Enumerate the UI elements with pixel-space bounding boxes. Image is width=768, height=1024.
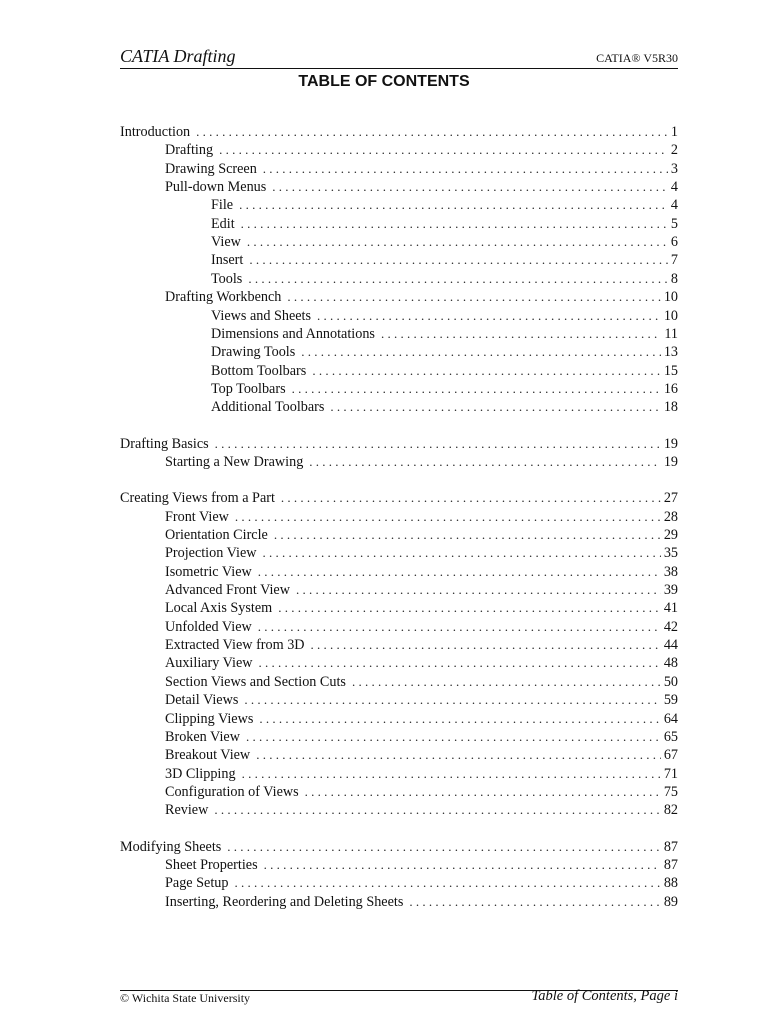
toc-entry-title: Drawing Tools [211, 344, 296, 361]
toc-entry-page: 18 [663, 399, 678, 416]
toc-entry-page: 48 [663, 655, 678, 672]
toc-entry[interactable] [120, 343, 678, 361]
toc-entry-title: Breakout View [165, 747, 251, 764]
toc-entry-page: 39 [663, 582, 678, 599]
toc-entry[interactable] [120, 765, 678, 783]
toc-entry[interactable] [120, 654, 678, 672]
toc-entry[interactable] [120, 636, 678, 654]
toc-entry[interactable] [120, 581, 678, 599]
toc-entry[interactable] [120, 196, 678, 214]
toc-entry[interactable] [120, 801, 678, 819]
toc-entry-title: Projection View [165, 545, 257, 562]
toc-dot-leader [305, 783, 661, 801]
toc-dot-leader [352, 673, 661, 691]
toc-entry-page: 59 [663, 692, 678, 709]
toc-entry-page: 6 [670, 234, 678, 251]
toc-entry[interactable] [120, 710, 678, 728]
toc-dot-leader [381, 325, 661, 343]
toc-entry[interactable] [120, 178, 678, 196]
toc-entry[interactable] [120, 325, 678, 343]
toc-entry-page: 10 [663, 289, 678, 306]
toc-entry-page: 35 [663, 545, 678, 562]
toc-entry-title: Inserting, Reordering and Deleting Sheets [165, 893, 404, 910]
toc-entry[interactable] [120, 508, 678, 526]
toc-entry[interactable] [120, 728, 678, 746]
toc-entry[interactable] [120, 141, 678, 159]
toc-entry-page: 15 [663, 362, 678, 379]
toc-entry[interactable] [120, 838, 678, 856]
toc-entry-title: Orientation Circle [165, 527, 268, 543]
toc-entry-title: Bottom Toolbars [211, 362, 307, 379]
toc-entry-page: 64 [663, 710, 678, 727]
toc-entry-page: 89 [663, 893, 678, 910]
toc-entry[interactable] [120, 435, 678, 453]
toc-entry-title: Local Axis System [165, 600, 273, 617]
toc-entry-title: Extracted View from 3D [165, 637, 305, 654]
toc-entry[interactable] [120, 618, 678, 636]
toc-dot-leader [296, 581, 661, 599]
toc-entry-page: 1 [670, 124, 678, 140]
toc-entry-page: 3 [670, 160, 678, 177]
toc-entry-title: Page Setup [165, 875, 229, 892]
toc-entry[interactable] [120, 874, 678, 892]
toc-entry-page: 88 [663, 875, 678, 892]
toc-entry-page: 11 [664, 325, 678, 342]
toc-entry[interactable] [120, 123, 678, 141]
toc-entry-title: Isometric View [165, 563, 252, 580]
toc-dot-leader [292, 380, 661, 398]
toc-entry[interactable] [120, 526, 678, 544]
toc-dot-leader [215, 435, 661, 453]
toc-entry-title: 3D Clipping [165, 765, 236, 782]
toc-entry-title: Drafting Basics [120, 435, 209, 452]
toc-entry[interactable] [120, 489, 678, 507]
toc-dot-leader [214, 801, 660, 819]
toc-dot-leader [272, 178, 668, 196]
footer-page-label: Table of Contents, Page i [531, 988, 678, 1004]
page-title: TABLE OF CONTENTS [298, 73, 470, 90]
toc-entry-title: Views and Sheets [211, 307, 312, 324]
toc-entry-page: 65 [663, 728, 678, 745]
toc-dot-leader [248, 270, 668, 288]
toc-dot-leader [219, 141, 668, 159]
toc-entry[interactable] [120, 307, 678, 325]
toc-entry[interactable] [120, 544, 678, 562]
page-header [120, 44, 678, 69]
toc-dot-leader [256, 746, 661, 764]
toc-entry-title: Tools [211, 270, 243, 287]
toc-entry-page: 41 [663, 600, 678, 617]
toc-entry-title: Auxiliary View [165, 655, 253, 672]
toc-dot-leader [311, 636, 661, 654]
toc-entry[interactable] [120, 691, 678, 709]
toc-dot-leader [249, 251, 668, 269]
toc-entry-title: Section Views and Section Cuts [165, 673, 346, 690]
toc-entry-page: 42 [663, 618, 678, 635]
toc-entry-page: 50 [663, 673, 678, 690]
toc-entry-title: Creating Views from a Part [120, 490, 275, 507]
toc-entry[interactable] [120, 160, 678, 178]
toc-dot-leader [258, 563, 661, 581]
toc-entry-title: Unfolded View [165, 618, 252, 635]
toc-entry[interactable] [120, 599, 678, 617]
header-document-title: CATIA Drafting [120, 46, 236, 66]
toc-entry[interactable] [120, 856, 678, 874]
toc-entry-title: Advanced Front View [165, 582, 290, 599]
toc-entry-title: Sheet Properties [165, 856, 258, 873]
toc-entry-page: 8 [670, 270, 678, 287]
toc-dot-leader [262, 544, 660, 562]
toc-entry-page: 10 [663, 307, 678, 324]
toc-entry-page: 27 [663, 490, 678, 507]
toc-dot-leader [309, 453, 661, 471]
toc-entry-page: 75 [663, 783, 678, 800]
toc-entry[interactable] [120, 783, 678, 801]
toc-entry-title: Pull-down Menus [165, 179, 267, 196]
toc-entry-page: 87 [663, 838, 678, 855]
toc-entry-title: Introduction [120, 124, 191, 140]
toc-dot-leader [259, 710, 660, 728]
footer-copyright: © Wichita State University [120, 991, 251, 1005]
toc-entry-page: 2 [670, 142, 678, 159]
toc-entry-title: Starting a New Drawing [165, 453, 304, 470]
toc-entry-page: 19 [663, 435, 678, 452]
toc-dot-leader [317, 307, 661, 325]
toc-entry-page: 16 [663, 380, 678, 397]
toc-entry-page: 67 [663, 747, 678, 764]
toc-dot-leader [241, 215, 668, 233]
toc-entry[interactable] [120, 251, 678, 269]
toc-entry-page: 4 [670, 179, 678, 196]
toc-entry-title: View [211, 234, 241, 251]
toc-dot-leader [274, 526, 661, 544]
header-version: CATIA® V5R30 [596, 51, 678, 65]
toc-dot-leader [234, 874, 660, 892]
toc-entry-page: 5 [670, 215, 678, 232]
toc-entry-title: Configuration of Views [165, 783, 299, 800]
toc-entry[interactable] [120, 215, 678, 233]
toc-entry-title: Drawing Screen [165, 160, 257, 177]
toc-entry-title: Broken View [165, 728, 240, 745]
toc-dot-leader [312, 362, 661, 380]
toc-dot-leader [242, 765, 661, 783]
toc-entry[interactable] [120, 746, 678, 764]
toc-entry-title: Modifying Sheets [120, 838, 222, 855]
toc-entry[interactable] [120, 288, 678, 306]
toc-dot-leader [301, 343, 661, 361]
toc-entry-page: 87 [663, 856, 678, 873]
toc-entry-title: Front View [165, 508, 229, 525]
toc-entry[interactable] [120, 673, 678, 691]
toc-dot-leader [239, 196, 668, 214]
toc-entry-title: Review [165, 802, 209, 819]
toc-entry[interactable] [120, 398, 678, 416]
toc-entry[interactable] [120, 563, 678, 581]
toc-entry-title: Edit [211, 215, 235, 232]
toc-entry[interactable] [120, 893, 678, 911]
toc-entry-title: Drafting [165, 142, 214, 159]
toc-dot-leader [409, 893, 660, 911]
toc-entry-page: 38 [663, 563, 678, 580]
toc-entry[interactable] [120, 453, 678, 471]
toc-dot-leader [196, 123, 668, 141]
toc-entry-page: 19 [663, 453, 678, 470]
toc-entry-page: 4 [670, 197, 678, 214]
toc-entry-title: Insert [211, 252, 244, 269]
toc-entry-page: 29 [663, 527, 678, 543]
toc-entry-page: 28 [663, 508, 678, 525]
toc-dot-leader [227, 838, 661, 856]
toc-entry-title: Dimensions and Annotations [211, 325, 375, 342]
toc-dot-leader [264, 856, 661, 874]
toc-entry-page: 7 [670, 252, 678, 269]
toc-dot-leader [244, 691, 660, 709]
toc-entry-page: 71 [663, 765, 678, 782]
toc-entry-page: 44 [663, 637, 678, 654]
toc-entry-title: File [211, 197, 234, 214]
toc-entry-title: Additional Toolbars [211, 399, 325, 416]
toc-dot-leader [258, 618, 661, 636]
toc-dot-leader [263, 160, 668, 178]
toc-dot-leader [235, 508, 661, 526]
toc-entry-title: Drafting Workbench [165, 289, 282, 306]
toc-dot-leader [247, 233, 668, 251]
toc-entry[interactable] [120, 233, 678, 251]
toc-dot-leader [330, 398, 660, 416]
toc-entry-page: 82 [663, 802, 678, 819]
toc-dot-leader [259, 654, 661, 672]
toc-entry[interactable] [120, 362, 678, 380]
toc-entry-page: 13 [663, 344, 678, 361]
toc-dot-leader [246, 728, 661, 746]
toc-entry-title: Top Toolbars [211, 380, 286, 397]
toc-dot-leader [278, 599, 661, 617]
toc-entry-title: Clipping Views [165, 710, 254, 727]
toc-entry-title: Detail Views [165, 692, 239, 709]
page-footer [120, 988, 678, 1005]
toc-entry[interactable] [120, 380, 678, 398]
toc-entry[interactable] [120, 270, 678, 288]
toc-dot-leader [287, 288, 660, 306]
toc-dot-leader [281, 489, 661, 507]
